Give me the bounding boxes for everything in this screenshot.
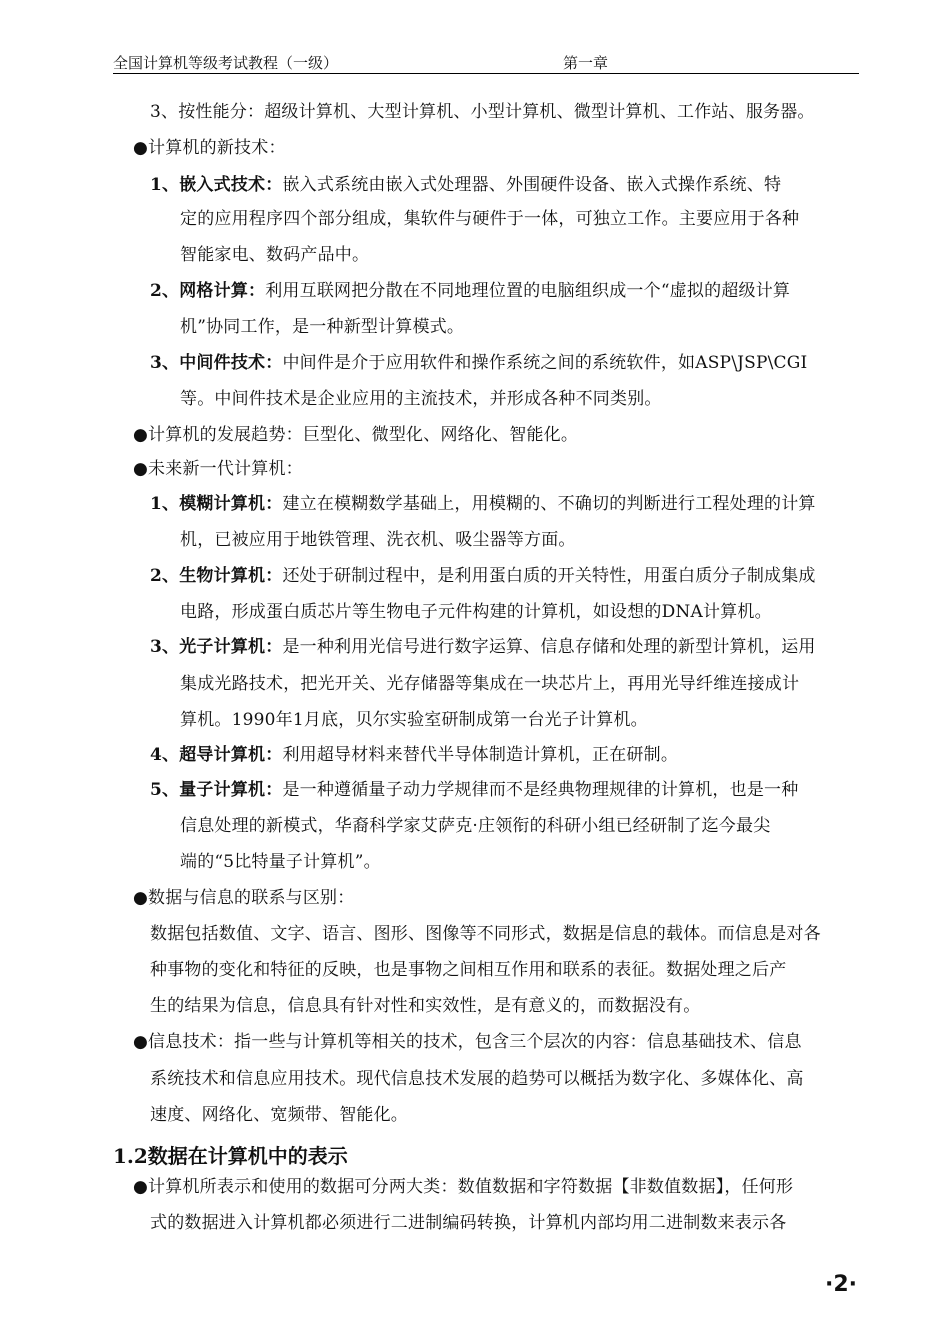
text-line: [150, 100, 815, 124]
list-item: [150, 564, 816, 588]
item-number: 5、: [150, 780, 180, 800]
text-line: [180, 207, 799, 231]
list-item: [150, 279, 790, 303]
item-number: 2、: [150, 281, 180, 301]
item-term: 生物计算机：: [179, 566, 283, 586]
line-text: 电路，形成蛋白质芯片等生物电子元件构建的计算机，如设想的DNA计算机。: [180, 602, 772, 622]
bullet-line: [133, 136, 286, 160]
item-term: 嵌入式技术：: [179, 175, 283, 195]
list-item: [150, 351, 807, 375]
line-text: 生的结果为信息，信息具有针对性和实效性，是有意义的，而数据没有。: [150, 996, 701, 1016]
line-text: 建立在模糊数学基础上，用模糊的、不确切的判断进行工程处理的计算: [282, 494, 816, 514]
line-text: 数据包括数值、文字、语言、图形、图像等不同形式，数据是信息的载体。而信息是对各: [150, 924, 821, 944]
line-text: 计算机所表示和使用的数据可分两大类：数值数据和字符数据【非数值数据】，任何形: [148, 1177, 794, 1197]
page-number: ·2·: [825, 1272, 858, 1297]
line-text: 系统技术和信息应用技术。现代信息技术发展的趋势可以概括为数字化、多媒体化、高: [150, 1069, 804, 1089]
text-line: [180, 315, 464, 339]
text-line: [150, 1211, 786, 1235]
list-item: [150, 778, 798, 802]
text-line: [150, 958, 786, 982]
bullet-line: [133, 457, 303, 481]
line-text: 机，已被应用于地铁管理、洗衣机、吸尘器等方面。: [180, 530, 576, 550]
line-text: 数据与信息的联系与区别：: [148, 888, 355, 908]
item-number: 1、: [150, 494, 180, 514]
list-item: [150, 743, 678, 767]
line-text: 速度、网络化、宽频带、智能化。: [150, 1105, 408, 1125]
list-item: [150, 492, 816, 516]
line-text: 信息处理的新模式，华裔科学家艾萨克·庄领衔的科研小组已经研制了迄今最尖: [180, 816, 771, 836]
line-text: 端的“5比特量子计算机”。: [180, 852, 381, 872]
text-line: [180, 528, 576, 552]
list-item: [150, 635, 816, 659]
text-line: [180, 672, 799, 696]
bullet-icon: ●: [133, 888, 149, 908]
text-line: [150, 1067, 804, 1091]
item-number: 3、: [150, 353, 180, 373]
header-rule: [113, 73, 859, 74]
line-text: 式的数据进入计算机都必须进行二进制编码转换，计算机内部均用二进制数来表示各: [150, 1213, 787, 1233]
text-line: [180, 850, 381, 874]
line-text: 嵌入式系统由嵌入式处理器、外围硬件设备、嵌入式操作系统、特: [282, 175, 782, 195]
item-number: 3、: [150, 637, 180, 657]
page-header: [113, 52, 859, 74]
text-line: [180, 243, 369, 267]
text-line: [150, 994, 700, 1018]
section-heading: 1.2数据在计算机中的表示: [113, 1144, 348, 1168]
line-text: 算机。1990年1月底，贝尔实验室研制成第一台光子计算机。: [180, 710, 648, 730]
text-line: [150, 922, 821, 946]
bullet-line: [133, 1175, 793, 1199]
item-term: 中间件技术：: [179, 353, 283, 373]
line-text: 是一种利用光信号进行数字运算、信息存储和处理的新型计算机，运用: [282, 637, 816, 657]
line-text: 是一种遵循量子动力学规律而不是经典物理规律的计算机，也是一种: [282, 780, 799, 800]
item-number: 2、: [150, 566, 180, 586]
line-text: 利用超导材料来替代半导体制造计算机，正在研制。: [282, 745, 679, 765]
bullet-line: [133, 886, 354, 910]
line-text: 利用互联网把分散在不同地理位置的电脑组织成一个“虚拟的超级计算: [265, 281, 791, 301]
item-term: 光子计算机：: [179, 637, 283, 657]
bullet-icon: ●: [133, 425, 149, 445]
line-text: 机”协同工作，是一种新型计算模式。: [180, 317, 465, 337]
line-text: 中间件是介于应用软件和操作系统之间的系统软件，如ASP\JSP\CGI: [282, 353, 808, 373]
item-term: 模糊计算机：: [179, 494, 283, 514]
chapter-label: 第一章: [563, 54, 609, 72]
bullet-icon: ●: [133, 1177, 149, 1197]
text-line: [180, 814, 770, 838]
line-text: 未来新一代计算机：: [148, 459, 303, 479]
text-line: [150, 1103, 408, 1127]
line-text: 等。中间件技术是企业应用的主流技术，并形成各种不同类别。: [180, 389, 662, 409]
line-text: 集成光路技术，把光开关、光存储器等集成在一块芯片上，再用光导纤维连接成计: [180, 674, 800, 694]
line-text: 智能家电、数码产品中。: [180, 245, 370, 265]
line-text: 定的应用程序四个部分组成，集软件与硬件于一体，可独立工作。主要应用于各种: [180, 209, 800, 229]
list-item: [150, 173, 781, 197]
item-term: 量子计算机：: [179, 780, 283, 800]
item-number: 4、: [150, 745, 180, 765]
line-text: 计算机的发展趋势：巨型化、微型化、网络化、智能化。: [148, 425, 579, 445]
bullet-icon: ●: [133, 138, 149, 158]
bullet-line: [133, 1030, 802, 1054]
line-text: 还处于研制过程中，是利用蛋白质的开关特性，用蛋白质分子制成集成: [282, 566, 816, 586]
bullet-icon: ●: [133, 1032, 149, 1052]
text-line: [180, 387, 662, 411]
text-line: [180, 600, 772, 624]
item-number: 1、: [150, 175, 180, 195]
line-text: 3、按性能分：超级计算机、大型计算机、小型计算机、微型计算机、工作站、服务器。: [150, 102, 815, 122]
book-title: 全国计算机等级考试教程（一级）: [113, 54, 339, 72]
bullet-line: [133, 423, 578, 447]
line-text: 信息技术：指一些与计算机等相关的技术，包含三个层次的内容：信息基础技术、信息: [148, 1032, 802, 1052]
line-text: 计算机的新技术：: [148, 138, 286, 158]
bullet-icon: ●: [133, 459, 149, 479]
item-term: 网格计算：: [179, 281, 266, 301]
item-term: 超导计算机：: [179, 745, 283, 765]
text-line: [180, 708, 648, 732]
line-text: 种事物的变化和特征的反映，也是事物之间相互作用和联系的表征。数据处理之后产: [150, 960, 787, 980]
